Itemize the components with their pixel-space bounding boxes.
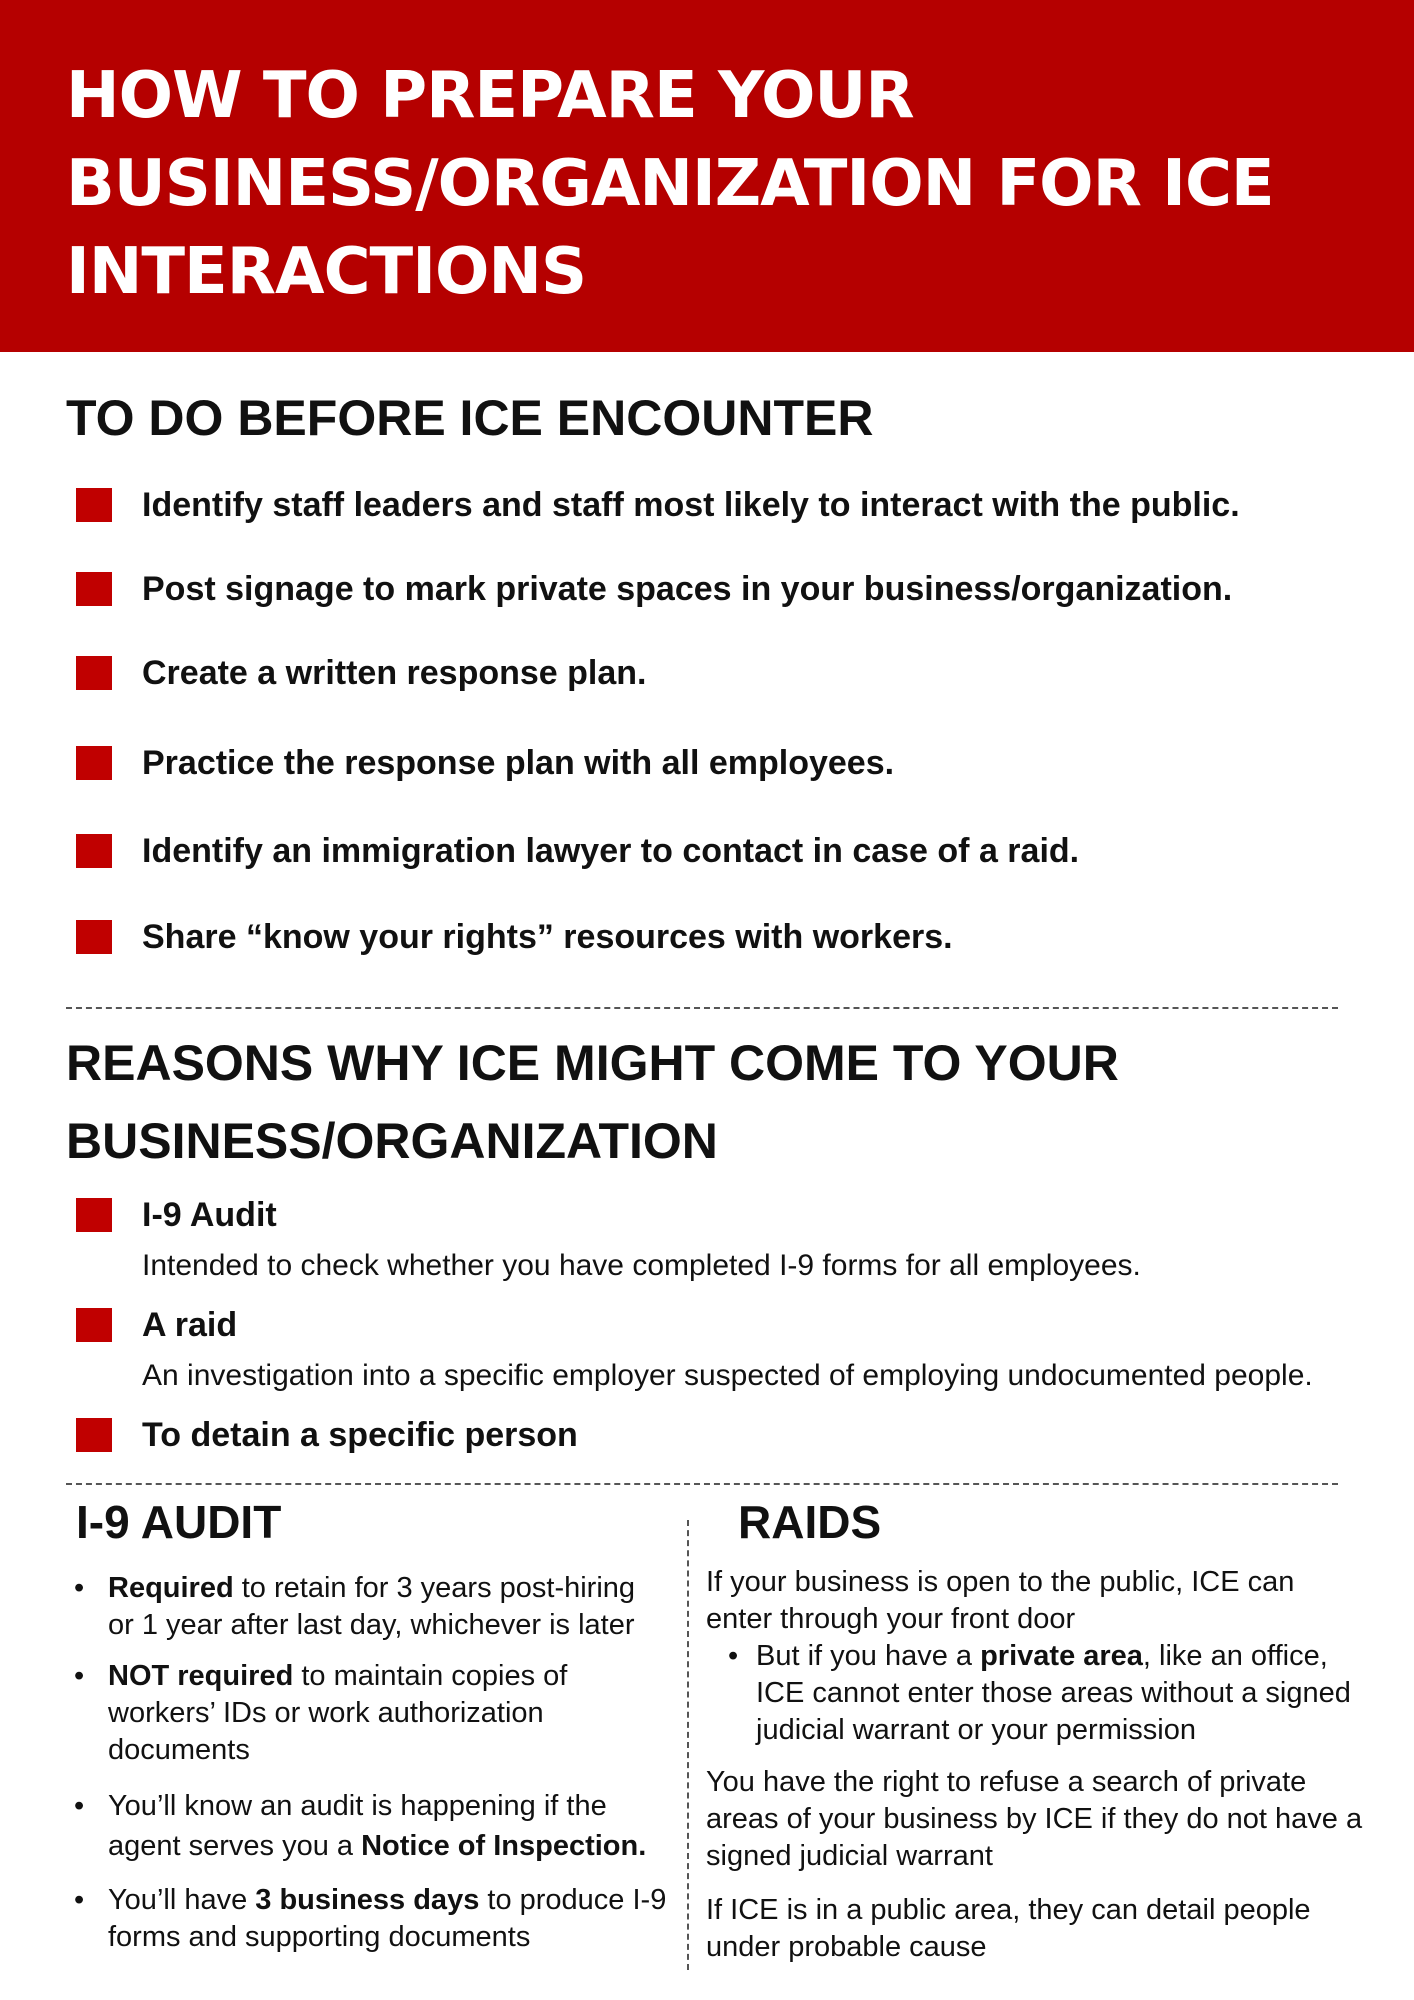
section-divider bbox=[66, 1007, 1338, 1009]
column-divider bbox=[687, 1520, 689, 1970]
bullet-text: But if you have a bbox=[756, 1640, 981, 1672]
audit-bullet bbox=[74, 1786, 668, 1866]
raids-paragraph: If your business is open to the public, ICE can enter through your front door bbox=[706, 1566, 1295, 1635]
bullet-bold: Notice of Inspection. bbox=[361, 1830, 647, 1862]
bullet-text: You’ll have bbox=[108, 1884, 256, 1916]
checklist-item-text: Share “know your rights” resources with workers. bbox=[142, 918, 953, 956]
bullet-text: to retain for 3 years post-hiring or 1 year after last day, whichever is later bbox=[108, 1572, 636, 1641]
bullet-dot-icon: • bbox=[74, 1572, 85, 1604]
raids-title: RAIDS bbox=[738, 1496, 882, 1548]
bullet-text: , like an office, ICE cannot enter those areas without a signed judicial warrant or your permission bbox=[756, 1640, 1351, 1746]
bullet-bold: NOT required bbox=[108, 1660, 294, 1692]
bullet-bold: Required bbox=[108, 1572, 234, 1604]
bullet-text: to maintain copies of workers’ IDs or work authorization documents bbox=[108, 1660, 568, 1766]
bullet-text: You’ll know an audit is happening if the agent serves you a bbox=[108, 1790, 607, 1862]
checklist-item bbox=[76, 742, 1396, 788]
section-divider bbox=[66, 1483, 1338, 1485]
audit-bullet bbox=[74, 1882, 668, 1956]
bullet-bold: private area bbox=[980, 1640, 1143, 1672]
bullet-dot-icon: • bbox=[728, 1640, 739, 1672]
checklist-item-text: Post signage to mark private spaces in your business/organization. bbox=[142, 570, 1233, 608]
bullet-dot-icon: • bbox=[74, 1790, 85, 1822]
checkbox-icon bbox=[76, 1198, 112, 1232]
checkbox-icon bbox=[76, 1418, 112, 1452]
checklist-item bbox=[76, 484, 1396, 530]
raids-paragraph: You have the right to refuse a search of private areas of your business by ICE if they do not have a signed judicial warrant bbox=[706, 1766, 1363, 1872]
checklist-item bbox=[76, 830, 1396, 876]
bullet-dot-icon: • bbox=[74, 1884, 85, 1916]
reason-label: I-9 Audit bbox=[142, 1196, 277, 1234]
reason-item bbox=[76, 1304, 1396, 1350]
reason-label: To detain a specific person bbox=[142, 1416, 578, 1454]
reason-description: Intended to check whether you have completed I-9 forms for all employees. bbox=[142, 1249, 1141, 1282]
audit-title: I-9 AUDIT bbox=[76, 1496, 282, 1548]
checklist-item bbox=[76, 568, 1396, 614]
checkbox-icon bbox=[76, 746, 112, 780]
section-title-before: TO DO BEFORE ICE ENCOUNTER bbox=[66, 390, 874, 446]
checkbox-icon bbox=[76, 920, 112, 954]
bullet-text: to produce I-9 forms and supporting documents bbox=[108, 1884, 667, 1953]
checkbox-icon bbox=[76, 656, 112, 690]
header-banner bbox=[0, 0, 1414, 352]
checklist-item bbox=[76, 916, 1396, 962]
audit-bullet bbox=[74, 1570, 668, 1644]
checkbox-icon bbox=[76, 1308, 112, 1342]
reason-item bbox=[76, 1414, 1396, 1460]
audit-bullet bbox=[74, 1658, 668, 1769]
raids-paragraph: If ICE is in a public area, they can detail people under probable cause bbox=[706, 1894, 1311, 1963]
page-title: HOW TO PREPARE YOUR BUSINESS/ORGANIZATION FOR ICE INTERACTIONS bbox=[66, 59, 1274, 309]
checkbox-icon bbox=[76, 834, 112, 868]
checklist-item-text: Practice the response plan with all employees. bbox=[142, 744, 895, 782]
reason-label: A raid bbox=[142, 1306, 238, 1344]
checklist-item-text: Create a written response plan. bbox=[142, 654, 647, 692]
bullet-bold: 3 business days bbox=[255, 1884, 480, 1916]
reason-description: An investigation into a specific employer suspected of employing undocumented people. bbox=[142, 1359, 1313, 1392]
bullet-dot-icon: • bbox=[74, 1660, 85, 1692]
checklist-item-text: Identify staff leaders and staff most likely to interact with the public. bbox=[142, 486, 1240, 524]
raids-bullet bbox=[728, 1638, 1376, 1749]
reason-item bbox=[76, 1194, 1396, 1240]
checkbox-icon bbox=[76, 488, 112, 522]
checklist-item bbox=[76, 652, 1396, 698]
section-title-reasons: REASONS WHY ICE MIGHT COME TO YOUR BUSINESS/ORGANIZATION bbox=[66, 1035, 1119, 1169]
checklist-item-text: Identify an immigration lawyer to contact in case of a raid. bbox=[142, 832, 1080, 870]
checkbox-icon bbox=[76, 572, 112, 606]
